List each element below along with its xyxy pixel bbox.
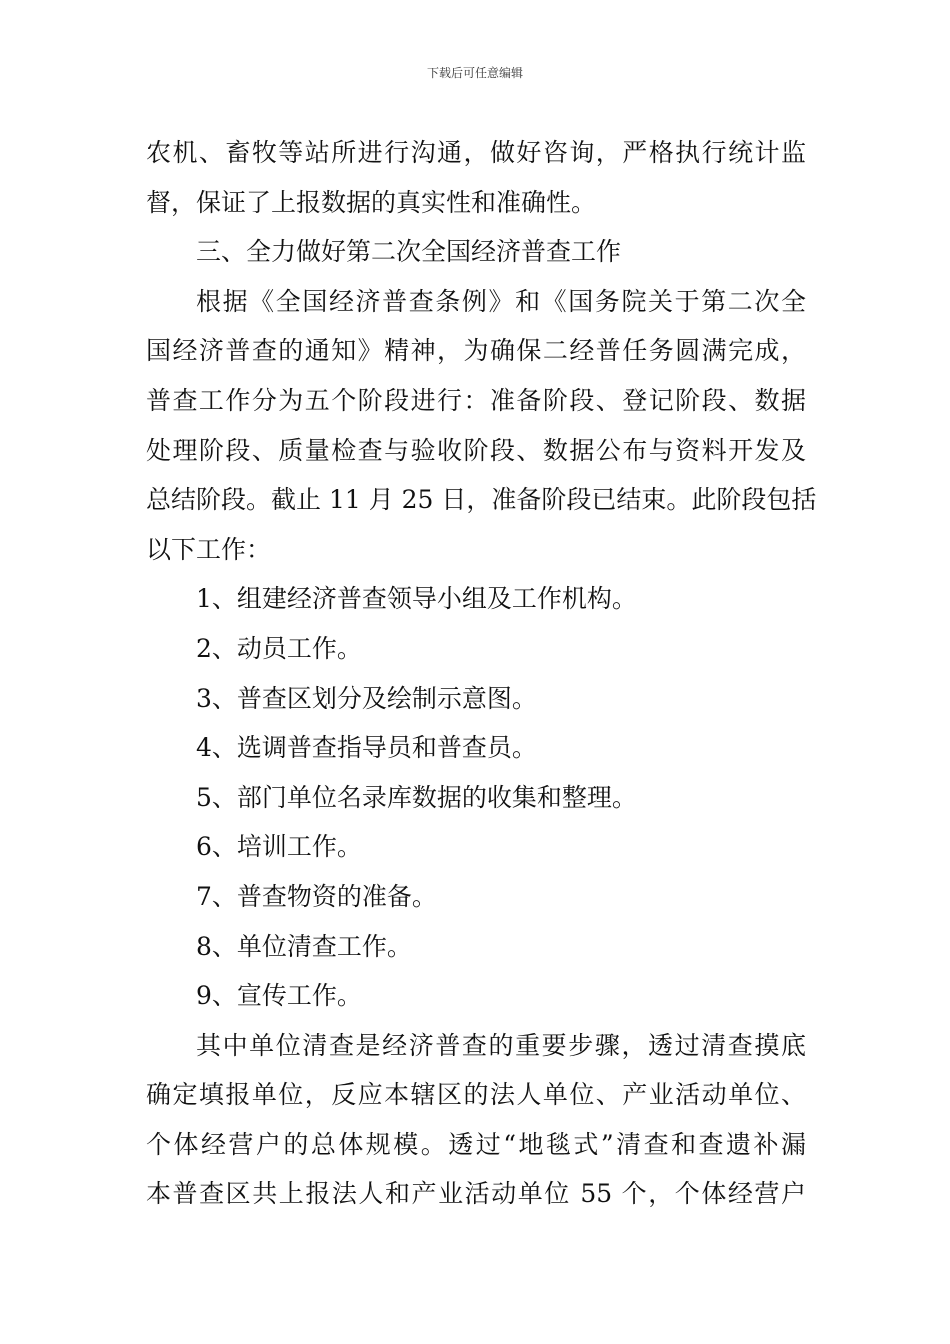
text-line: 确定填报单位，反应本辖区的法人单位、产业活动单位、 (146, 1080, 806, 1110)
list-item: 7、普查物资的准备。 (196, 881, 437, 911)
list-item: 2、动员工作。 (196, 633, 362, 663)
text-line: 普查工作分为五个阶段进行：准备阶段、登记阶段、数据 (146, 385, 806, 415)
list-item: 9、宣传工作。 (196, 981, 362, 1011)
list-item: 5、部门单位名录库数据的收集和整理。 (196, 782, 637, 812)
list-item: 6、培训工作。 (196, 832, 362, 862)
page-header-note: 下载后可任意编辑 (426, 66, 523, 80)
text-line: 处理阶段、质量检查与验收阶段、数据公布与资料开发及 (146, 435, 806, 465)
paragraph-first-line: 根据《全国经济普查条例》和《国务院关于第二次全 (196, 286, 806, 316)
list-item: 3、普查区划分及绘制示意图。 (196, 683, 537, 713)
text-line: 本普查区共上报法人和产业活动单位 55 个，个体经营户 (146, 1179, 806, 1209)
text-line: 总结阶段。截止 11 月 25 日，准备阶段已结束。此阶段包括 (146, 485, 817, 515)
list-item: 1、组建经济普查领导小组及工作机构。 (196, 584, 637, 614)
paragraph-first-line: 其中单位清查是经济普查的重要步骤，透过清查摸底 (196, 1030, 806, 1060)
text-line: 督，保证了上报数据的真实性和准确性。 (146, 187, 597, 217)
document-body (146, 128, 817, 1219)
text-line: 国经济普查的通知》精神，为确保二经普任务圆满完成， (146, 336, 806, 366)
text-line: 农机、畜牧等站所进行沟通，做好咨询，严格执行统计监 (146, 138, 806, 167)
text-line: 以下工作： (146, 534, 272, 564)
text-line: 个体经营户的总体规模。透过“地毯式”清查和查遗补漏 (146, 1129, 806, 1159)
section-heading: 三、全力做好第二次全国经济普查工作 (196, 237, 622, 267)
list-item: 8、单位清查工作。 (196, 931, 412, 961)
list-item: 4、选调普查指导员和普查员。 (196, 733, 537, 763)
